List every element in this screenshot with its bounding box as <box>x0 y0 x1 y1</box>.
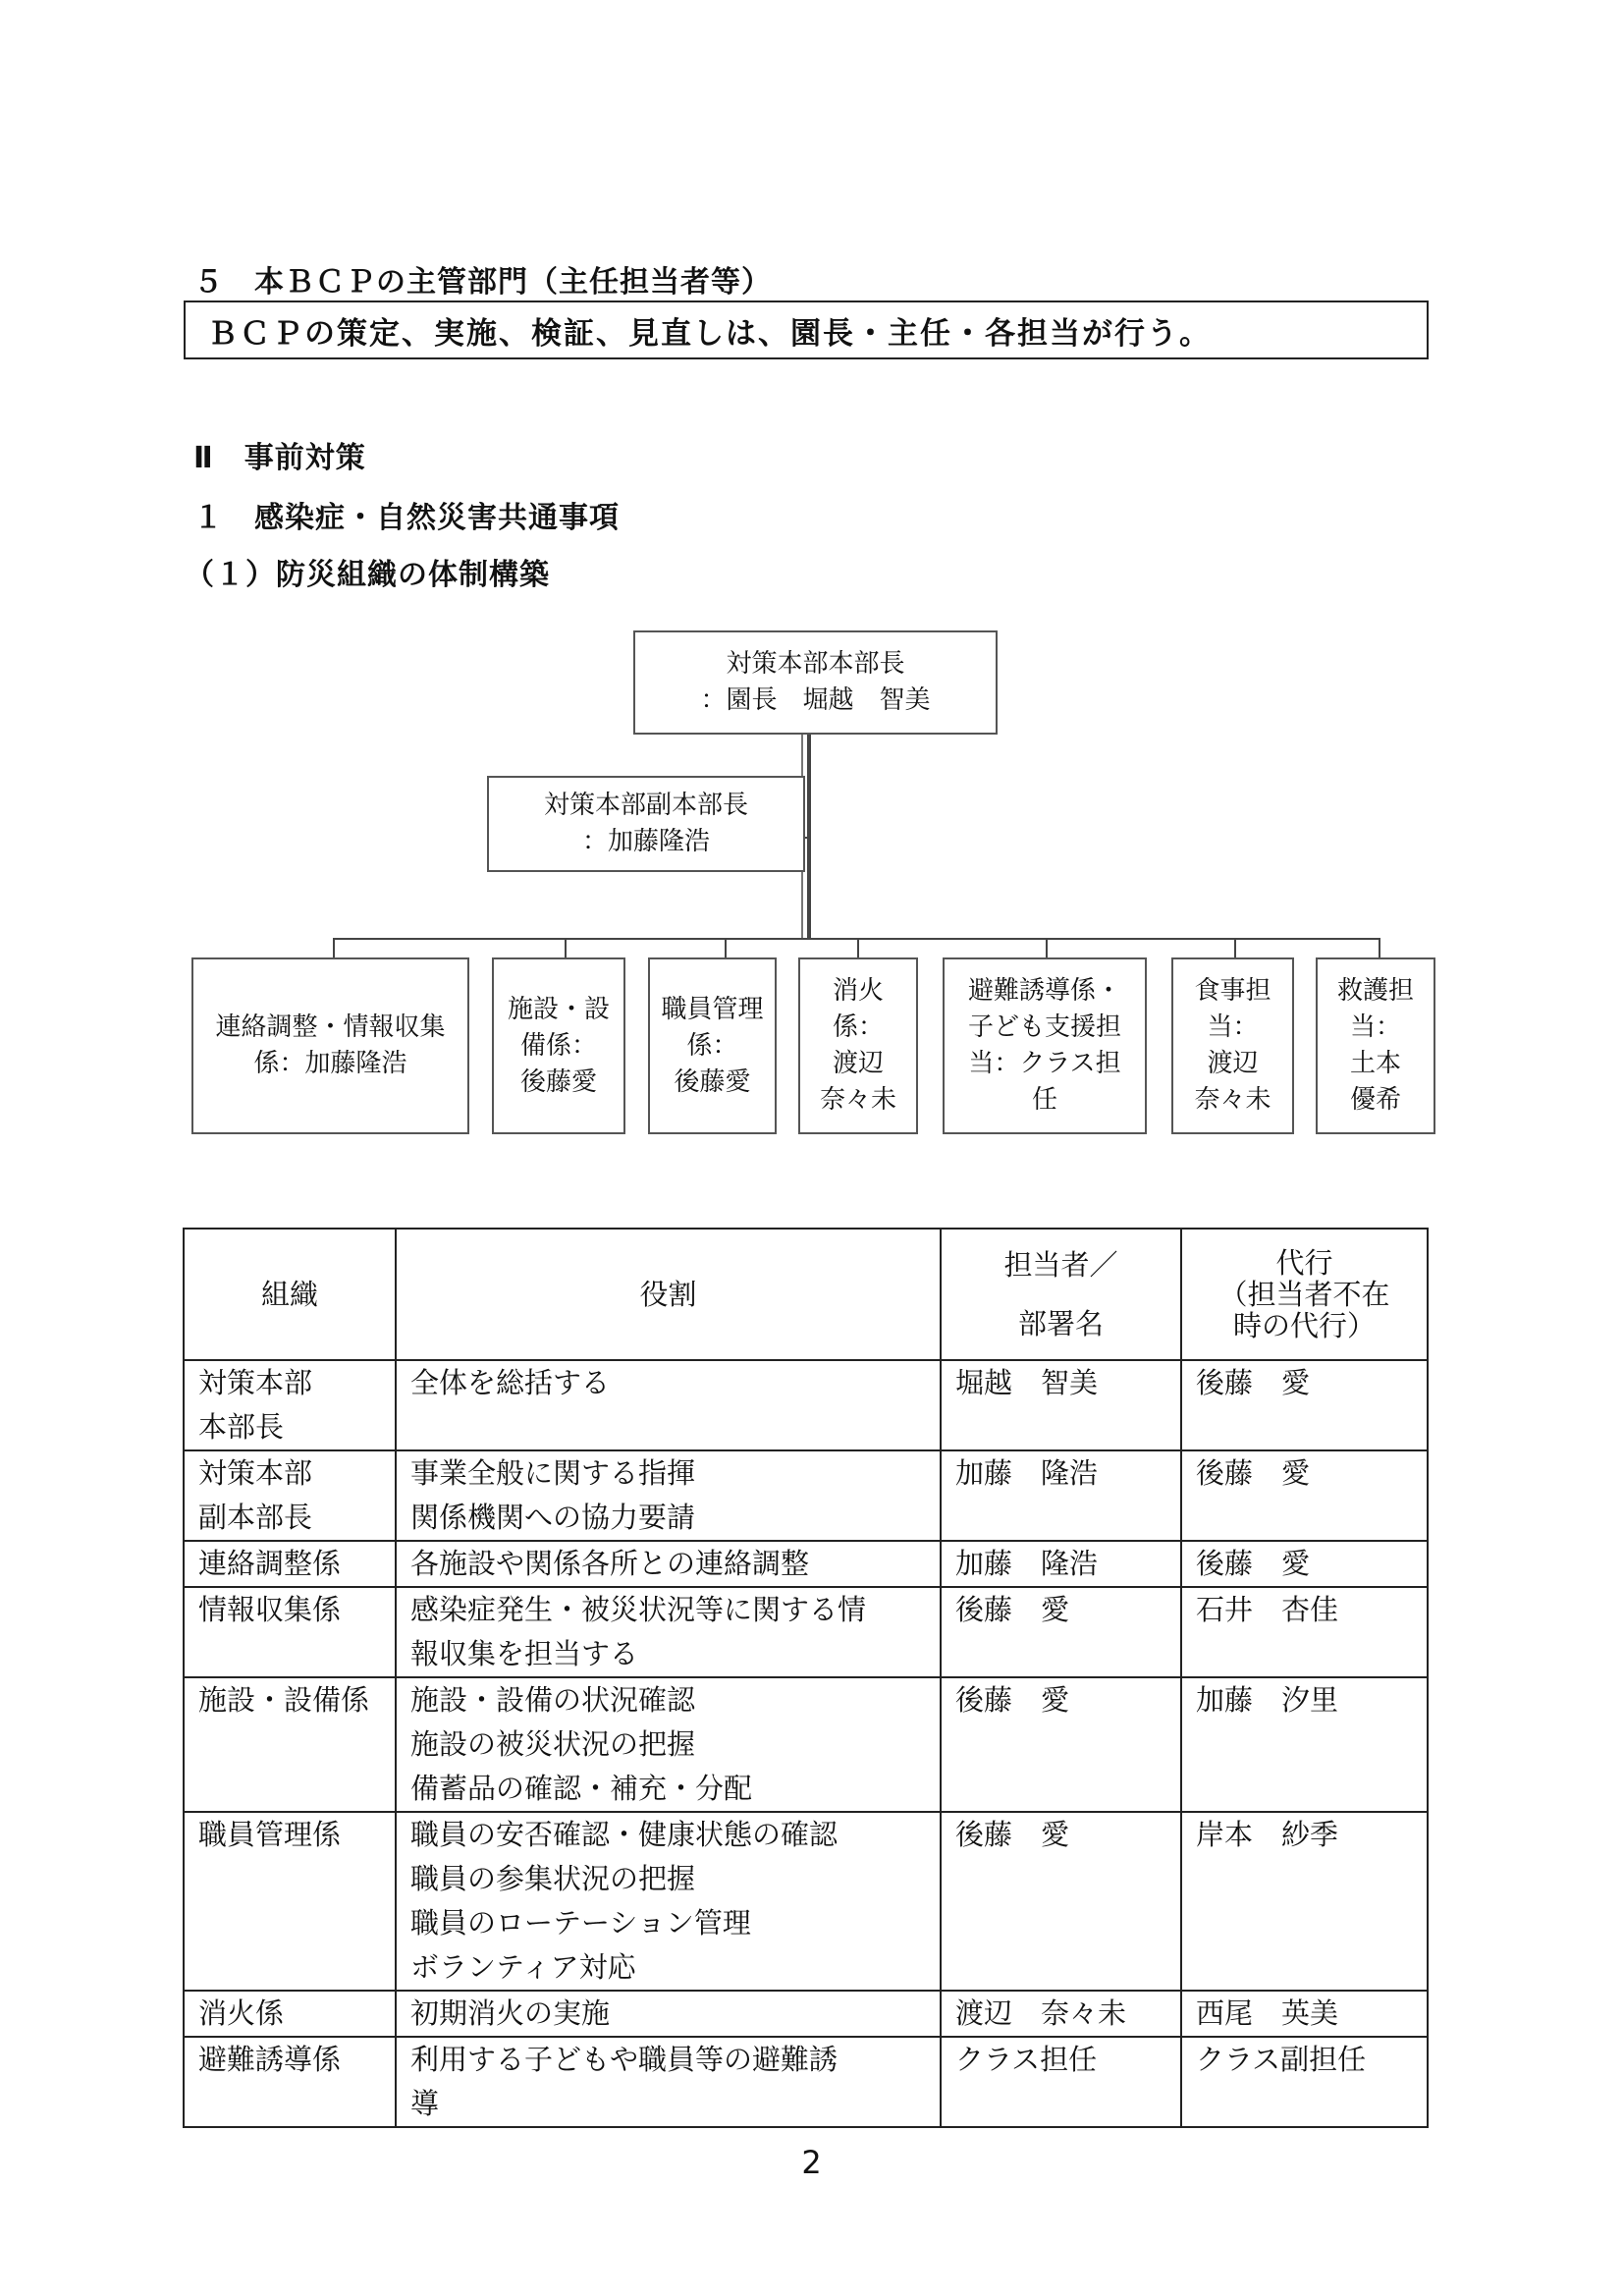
cell-person-line: 堀越 智美 <box>955 1366 1099 1399</box>
org-drop-1 <box>333 938 335 959</box>
cell-role <box>396 1991 941 2037</box>
org-unit-line: 土本 <box>1349 1049 1401 1078</box>
roles-table <box>183 1228 1429 2128</box>
cell-org-line: 本部長 <box>198 1410 285 1444</box>
roles-table-body <box>184 1360 1428 2127</box>
org-drop-3 <box>725 938 727 959</box>
org-unit-meals <box>1171 957 1294 1134</box>
cell-person <box>941 1360 1181 1450</box>
cell-person-line: 後藤 愛 <box>955 1683 1070 1717</box>
org-drop-7 <box>1379 938 1380 959</box>
cell-role-line: 各施設や関係各所との連絡調整 <box>410 1547 810 1580</box>
org-unit-line: 係： <box>832 1012 884 1042</box>
cell-role <box>396 1541 941 1587</box>
org-unit-line: 奈々未 <box>1194 1085 1271 1115</box>
table-row <box>184 1991 1428 2037</box>
header-proxy: 代行 （担当者不在 時の代行） <box>1181 1229 1428 1360</box>
org-unit-line: 救護担 <box>1336 976 1414 1006</box>
org-unit-evacuation <box>943 957 1147 1134</box>
cell-role-line: 職員の参集状況の把握 <box>410 1862 696 1895</box>
cell-proxy <box>1181 1587 1428 1677</box>
cell-role-line: 施設・設備の状況確認 <box>410 1683 696 1717</box>
cell-proxy-line: 後藤 愛 <box>1196 1547 1311 1580</box>
cell-person <box>941 1587 1181 1677</box>
cell-proxy <box>1181 1991 1428 2037</box>
table-row <box>184 1812 1428 1991</box>
table-row <box>184 1450 1428 1541</box>
org-unit-line: 渡辺 <box>832 1049 884 1078</box>
table-row <box>184 1587 1428 1677</box>
cell-role <box>396 1677 941 1812</box>
cell-person <box>941 1991 1181 2037</box>
cell-person-line: 渡辺 奈々未 <box>955 1996 1127 2030</box>
cell-org <box>184 1991 396 2037</box>
cell-org-line: 情報収集係 <box>198 1593 342 1626</box>
section-5-heading: ５ 本ＢＣＰの主管部門（主任担当者等） <box>193 265 772 300</box>
cell-role-line: 職員の安否確認・健康状態の確認 <box>410 1818 839 1851</box>
cell-proxy-line: 岸本 紗季 <box>1196 1818 1339 1851</box>
org-head-title: 対策本部本部長 <box>726 649 905 679</box>
cell-role-line: 導 <box>410 2087 440 2120</box>
header-org: 組織 <box>184 1229 396 1360</box>
header-role: 役割 <box>396 1229 941 1360</box>
cell-proxy <box>1181 1677 1428 1812</box>
org-unit-line: 優希 <box>1349 1085 1401 1115</box>
cell-org <box>184 1587 396 1677</box>
org-unit-line: 奈々未 <box>819 1085 896 1115</box>
cell-role <box>396 1812 941 1991</box>
org-unit-line: 職員管理 <box>661 994 764 1024</box>
cell-person <box>941 1677 1181 1812</box>
org-deputy-name: ：加藤隆浩 <box>581 827 710 856</box>
org-unit-line: 施設・設 <box>507 994 610 1024</box>
cell-person-line: 後藤 愛 <box>955 1593 1070 1626</box>
table-row <box>184 1541 1428 1587</box>
org-unit-line: 消火 <box>832 976 884 1006</box>
org-unit-line: 後藤愛 <box>674 1066 751 1097</box>
chapter-2-heading: Ⅱ 事前対策 <box>193 441 366 475</box>
subsection-1-1-heading: （１）防災組織の体制構築 <box>185 558 550 592</box>
cell-role-line: 利用する子どもや職員等の避難誘 <box>410 2043 839 2076</box>
cell-proxy-line: 後藤 愛 <box>1196 1366 1311 1399</box>
cell-org <box>184 1541 396 1587</box>
cell-role-line: 報収集を担当する <box>410 1637 639 1670</box>
org-drop-5 <box>1046 938 1048 959</box>
org-head-name: ：園長 堀越 智美 <box>700 685 931 715</box>
cell-org-line: 職員管理係 <box>198 1818 342 1851</box>
cell-proxy <box>1181 1360 1428 1450</box>
cell-role <box>396 1360 941 1450</box>
org-unit-line: 当： <box>1349 1012 1401 1042</box>
bcp-responsibility-note <box>184 301 1429 359</box>
org-unit-facilities <box>492 957 625 1134</box>
org-unit-line: 係：加藤隆浩 <box>253 1049 407 1078</box>
cell-role-line: 感染症発生・被災状況等に関する情 <box>410 1593 867 1626</box>
org-trunk-line <box>807 735 811 939</box>
table-header-row <box>184 1229 1428 1360</box>
org-unit-line: 任 <box>1031 1085 1057 1115</box>
cell-org-line: 対策本部 <box>198 1366 313 1399</box>
org-unit-line: 渡辺 <box>1207 1049 1259 1078</box>
cell-person-line: 加藤 隆浩 <box>955 1547 1099 1580</box>
cell-proxy <box>1181 1812 1428 1991</box>
table-row <box>184 1360 1428 1450</box>
cell-proxy-line: 西尾 英美 <box>1196 1996 1339 2030</box>
cell-role-line: 施設の被災状況の把握 <box>410 1727 696 1761</box>
cell-org-line: 対策本部 <box>198 1456 313 1490</box>
org-unit-line: 当： <box>1207 1012 1259 1042</box>
org-unit-line: 係： <box>686 1030 738 1061</box>
cell-role <box>396 2037 941 2127</box>
org-unit-line: 当：クラス担 <box>968 1049 1121 1078</box>
org-deputy-title: 対策本部副本部長 <box>543 791 748 820</box>
cell-org-line: 連絡調整係 <box>198 1547 342 1580</box>
cell-org <box>184 1677 396 1812</box>
cell-org <box>184 1360 396 1450</box>
cell-person <box>941 1541 1181 1587</box>
org-unit-line: 食事担 <box>1194 976 1271 1006</box>
cell-role-line: 備蓄品の確認・補充・分配 <box>410 1772 753 1805</box>
cell-org-line: 消火係 <box>198 1996 285 2030</box>
cell-role <box>396 1450 941 1541</box>
org-unit-line: 後藤愛 <box>519 1066 597 1097</box>
org-drop-2 <box>565 938 567 959</box>
cell-org-line: 施設・設備係 <box>198 1683 370 1717</box>
org-drop-6 <box>1234 938 1236 959</box>
cell-proxy-line: クラス副担任 <box>1196 2043 1367 2076</box>
cell-person <box>941 2037 1181 2127</box>
cell-role-line: 事業全般に関する指揮 <box>410 1456 696 1490</box>
cell-proxy <box>1181 1450 1428 1541</box>
cell-proxy-line: 石井 杏佳 <box>1196 1593 1339 1626</box>
cell-person-line: 後藤 愛 <box>955 1818 1070 1851</box>
org-unit-line: 子ども支援担 <box>967 1012 1121 1042</box>
cell-role <box>396 1587 941 1677</box>
cell-person <box>941 1812 1181 1991</box>
cell-proxy-line: 加藤 汐里 <box>1196 1683 1339 1717</box>
cell-person-line: クラス担任 <box>955 2043 1098 2076</box>
org-unit-liaison-info <box>191 957 469 1134</box>
table-row <box>184 1677 1428 1812</box>
org-unit-line: 連絡調整・情報収集 <box>215 1012 446 1042</box>
org-unit-firefighting <box>798 957 918 1134</box>
cell-role-line: ボランティア対応 <box>410 1950 636 1984</box>
cell-role-line: 全体を総括する <box>410 1366 611 1399</box>
cell-proxy <box>1181 1541 1428 1587</box>
cell-role-line: 職員のローテーション管理 <box>410 1906 751 1940</box>
org-unit-staff <box>648 957 777 1134</box>
org-unit-line: 避難誘導係・ <box>967 976 1121 1006</box>
cell-org-line: 避難誘導係 <box>198 2043 342 2076</box>
cell-org <box>184 2037 396 2127</box>
cell-person <box>941 1450 1181 1541</box>
org-deputy-box <box>487 776 805 872</box>
cell-org <box>184 1450 396 1541</box>
bcp-responsibility-text: ＢＣＰの策定、実施、検証、見直しは、園長・主任・各担当が行う。 <box>207 315 1212 352</box>
cell-org-line: 副本部長 <box>198 1501 313 1534</box>
cell-person-line: 加藤 隆浩 <box>955 1456 1099 1490</box>
cell-role-line: 初期消火の実施 <box>410 1996 611 2030</box>
cell-proxy-line: 後藤 愛 <box>1196 1456 1311 1490</box>
cell-org <box>184 1812 396 1991</box>
org-head-box <box>633 630 998 735</box>
subsection-1-heading: １ 感染症・自然災害共通事項 <box>193 501 620 535</box>
page-number: 2 <box>801 2144 822 2181</box>
cell-role-line: 関係機関への協力要請 <box>410 1501 696 1534</box>
org-unit-first-aid <box>1316 957 1435 1134</box>
org-drop-4 <box>857 938 859 959</box>
header-person: 担当者／ 部署名 <box>941 1229 1181 1360</box>
org-unit-line: 備係： <box>519 1030 597 1061</box>
table-row <box>184 2037 1428 2127</box>
cell-proxy <box>1181 2037 1428 2127</box>
